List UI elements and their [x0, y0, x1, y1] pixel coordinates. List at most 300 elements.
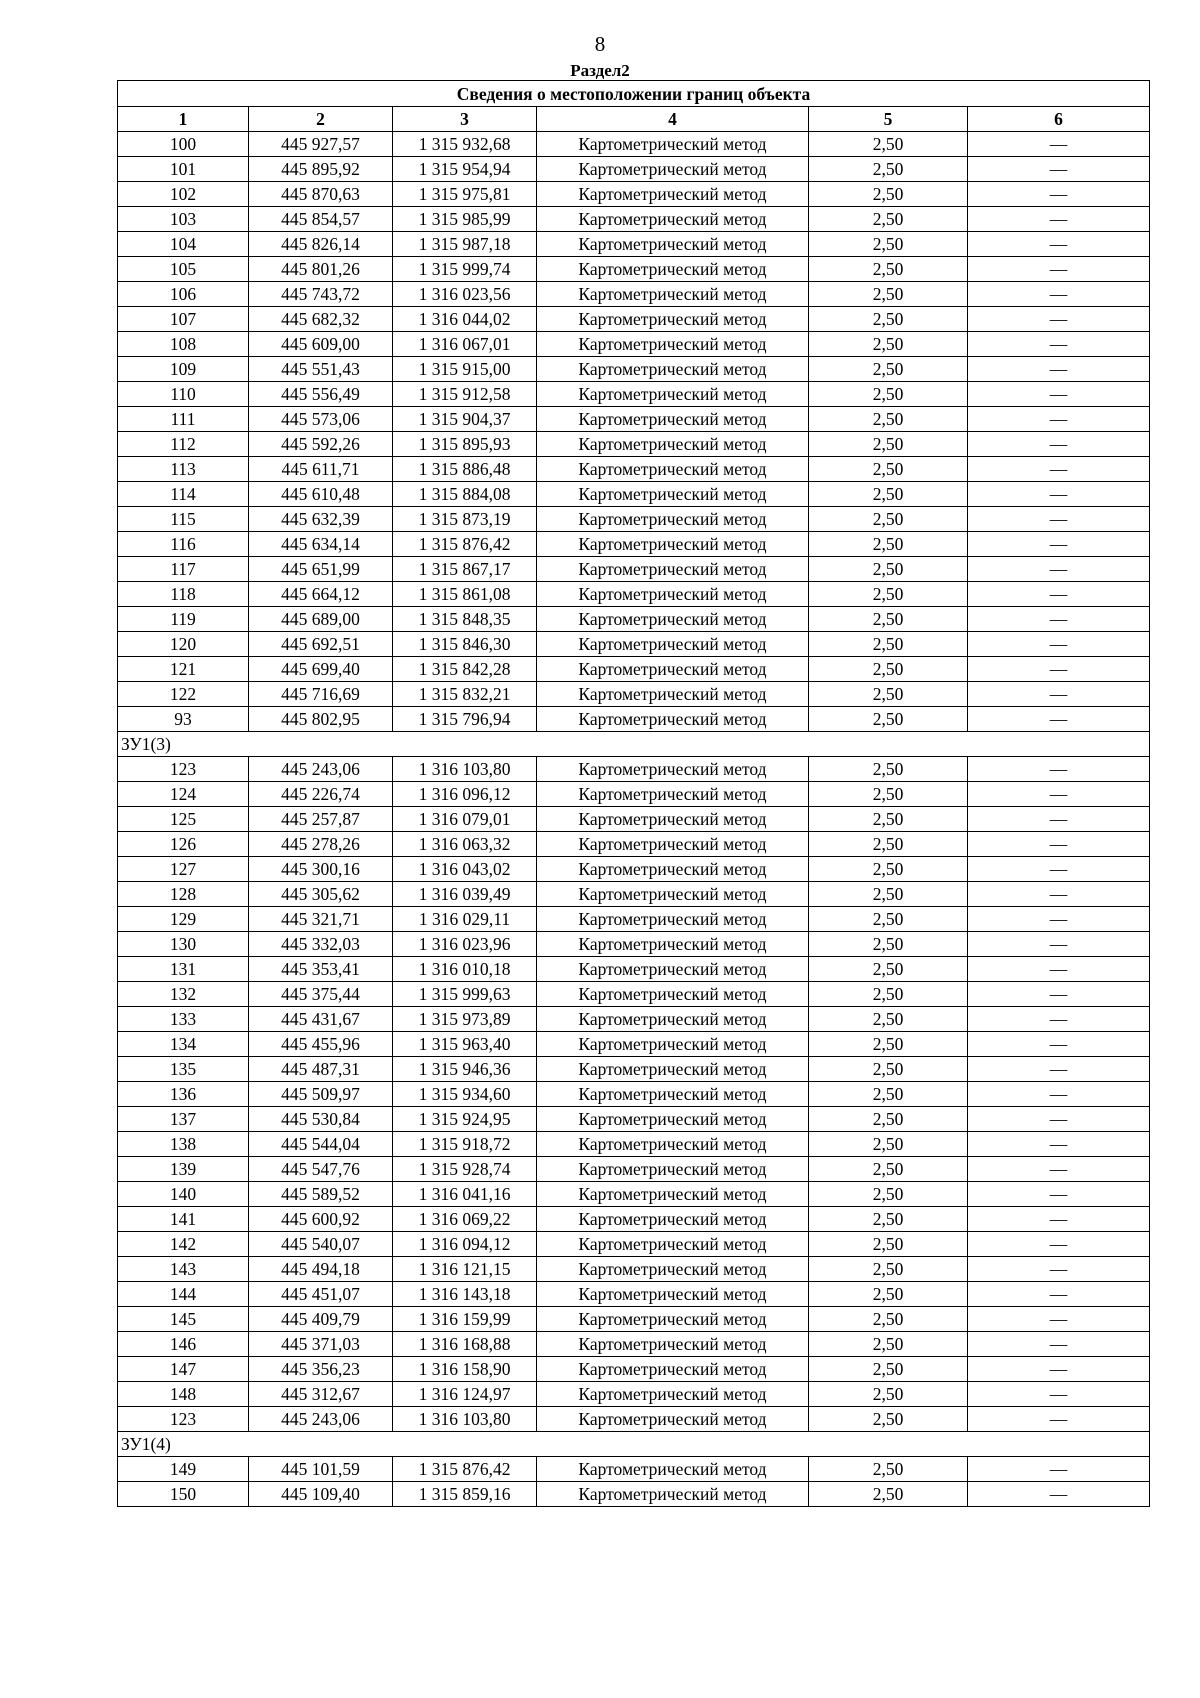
table-cell: 1 315 963,40 [393, 1032, 537, 1057]
table-cell: 120 [118, 632, 249, 657]
table-cell: 1 316 103,80 [393, 757, 537, 782]
boundary-coordinates-table [117, 80, 1150, 1507]
table-cell: 1 315 842,28 [393, 657, 537, 682]
table-row [118, 257, 1150, 282]
table-cell: 445 257,87 [249, 807, 393, 832]
table-cell: 104 [118, 232, 249, 257]
table-cell: 1 316 094,12 [393, 1232, 537, 1257]
table-cell: 2,50 [809, 282, 968, 307]
table-cell: 1 315 934,60 [393, 1082, 537, 1107]
table-cell: 2,50 [809, 532, 968, 557]
table-cell: 1 315 832,21 [393, 682, 537, 707]
table-cell: 148 [118, 1382, 249, 1407]
table-cell: 445 551,43 [249, 357, 393, 382]
table-cell: — [968, 282, 1150, 307]
group-label-row [118, 732, 1150, 757]
table-cell: 2,50 [809, 432, 968, 457]
table-cell: 2,50 [809, 832, 968, 857]
table-cell: 1 316 079,01 [393, 807, 537, 832]
table-row [118, 432, 1150, 457]
table-cell: 1 316 158,90 [393, 1357, 537, 1382]
table-cell: 2,50 [809, 1082, 968, 1107]
table-cell: Картометрический метод [537, 1007, 809, 1032]
table-cell: 445 312,67 [249, 1382, 393, 1407]
table-cell: 1 315 895,93 [393, 432, 537, 457]
table-cell: 135 [118, 1057, 249, 1082]
table-cell: 2,50 [809, 782, 968, 807]
table-cell: — [968, 782, 1150, 807]
table-cell: 131 [118, 957, 249, 982]
table-cell: 1 315 904,37 [393, 407, 537, 432]
table-cell: — [968, 907, 1150, 932]
table-row [118, 882, 1150, 907]
table-cell: 445 682,32 [249, 307, 393, 332]
table-cell: — [968, 1457, 1150, 1482]
table-row [118, 1032, 1150, 1057]
table-cell: — [968, 757, 1150, 782]
table-row [118, 1132, 1150, 1157]
table-cell: — [968, 1157, 1150, 1182]
table-cell: 2,50 [809, 1057, 968, 1082]
table-row [118, 857, 1150, 882]
table-cell: 445 854,57 [249, 207, 393, 232]
table-cell: 445 547,76 [249, 1157, 393, 1182]
table-cell: 128 [118, 882, 249, 907]
table-cell: 123 [118, 757, 249, 782]
table-cell: 106 [118, 282, 249, 307]
table-cell: — [968, 1057, 1150, 1082]
table-cell: 2,50 [809, 407, 968, 432]
table-cell: Картометрический метод [537, 1332, 809, 1357]
table-cell: Картометрический метод [537, 882, 809, 907]
table-cell: 1 315 973,89 [393, 1007, 537, 1032]
table-cell: Картометрический метод [537, 1457, 809, 1482]
table-cell: — [968, 557, 1150, 582]
table-cell: 2,50 [809, 632, 968, 657]
table-row [118, 1457, 1150, 1482]
table-cell: 2,50 [809, 1382, 968, 1407]
table-cell: 2,50 [809, 1482, 968, 1507]
table-cell: — [968, 657, 1150, 682]
table-cell: Картометрический метод [537, 982, 809, 1007]
table-row [118, 532, 1150, 557]
table-cell: 1 315 946,36 [393, 1057, 537, 1082]
table-cell: 142 [118, 1232, 249, 1257]
table-cell: Картометрический метод [537, 1232, 809, 1257]
table-cell: Картометрический метод [537, 457, 809, 482]
table-cell: 2,50 [809, 807, 968, 832]
table-cell: 2,50 [809, 932, 968, 957]
table-cell: 1 315 918,72 [393, 1132, 537, 1157]
table-cell: Картометрический метод [537, 1282, 809, 1307]
table-cell: 445 573,06 [249, 407, 393, 432]
table-cell: 445 455,96 [249, 1032, 393, 1057]
table-cell: 1 315 954,94 [393, 157, 537, 182]
table-cell: — [968, 1082, 1150, 1107]
table-row [118, 407, 1150, 432]
table-cell: 1 315 932,68 [393, 132, 537, 157]
table-cell: 2,50 [809, 907, 968, 932]
table-row [118, 607, 1150, 632]
table-cell: — [968, 1282, 1150, 1307]
table-cell: Картометрический метод [537, 207, 809, 232]
table-cell: 445 226,74 [249, 782, 393, 807]
table-cell: Картометрический метод [537, 182, 809, 207]
table-cell: 2,50 [809, 257, 968, 282]
table-cell: 2,50 [809, 557, 968, 582]
table-cell: 109 [118, 357, 249, 382]
table-cell: Картометрический метод [537, 282, 809, 307]
table-cell: Картометрический метод [537, 607, 809, 632]
table-cell: 1 315 987,18 [393, 232, 537, 257]
table-cell: 445 826,14 [249, 232, 393, 257]
table-cell: 445 610,48 [249, 482, 393, 507]
table-cell: 2,50 [809, 657, 968, 682]
table-cell: Картометрический метод [537, 757, 809, 782]
table-cell: 1 315 884,08 [393, 482, 537, 507]
table-cell: Картометрический метод [537, 332, 809, 357]
table-cell: 445 632,39 [249, 507, 393, 532]
table-cell: 111 [118, 407, 249, 432]
table-cell: Картометрический метод [537, 1107, 809, 1132]
table-cell: Картометрический метод [537, 907, 809, 932]
table-cell: 1 316 029,11 [393, 907, 537, 932]
table-cell: — [968, 457, 1150, 482]
table-cell: 2,50 [809, 307, 968, 332]
table-cell: 125 [118, 807, 249, 832]
table-row [118, 682, 1150, 707]
table-cell: Картометрический метод [537, 1482, 809, 1507]
table-cell: 1 316 096,12 [393, 782, 537, 807]
table-cell: 126 [118, 832, 249, 857]
table-row [118, 707, 1150, 732]
table-cell: 1 315 846,30 [393, 632, 537, 657]
table-cell: 2,50 [809, 507, 968, 532]
table-cell: 1 315 873,19 [393, 507, 537, 532]
table-cell: Картометрический метод [537, 857, 809, 882]
table-row [118, 307, 1150, 332]
group-label: ЗУ1(3) [118, 732, 1150, 757]
table-cell: — [968, 957, 1150, 982]
table-cell: 143 [118, 1257, 249, 1282]
table-cell: 1 315 924,95 [393, 1107, 537, 1132]
table-cell: Картометрический метод [537, 507, 809, 532]
table-cell: Картометрический метод [537, 1132, 809, 1157]
table-cell: — [968, 482, 1150, 507]
column-number: 6 [968, 107, 1150, 132]
table-row [118, 1282, 1150, 1307]
table-row [118, 1157, 1150, 1182]
table-cell: 2,50 [809, 332, 968, 357]
table-cell: 445 494,18 [249, 1257, 393, 1282]
table-cell: Картометрический метод [537, 1057, 809, 1082]
table-cell: 103 [118, 207, 249, 232]
table-row [118, 457, 1150, 482]
table-row [118, 157, 1150, 182]
table-cell: Картометрический метод [537, 357, 809, 382]
table-cell: Картометрический метод [537, 307, 809, 332]
table-cell: — [968, 1332, 1150, 1357]
table-cell: 144 [118, 1282, 249, 1307]
table-cell: 101 [118, 157, 249, 182]
table-cell: 445 743,72 [249, 282, 393, 307]
table-cell: 445 321,71 [249, 907, 393, 932]
table-cell: 2,50 [809, 207, 968, 232]
table-caption: Сведения о местоположении границ объекта [118, 81, 1150, 107]
table-cell: 1 315 928,74 [393, 1157, 537, 1182]
table-cell: — [968, 357, 1150, 382]
table-cell: 2,50 [809, 1457, 968, 1482]
table-cell: 147 [118, 1357, 249, 1382]
table-cell: 129 [118, 907, 249, 932]
table-cell: Картометрический метод [537, 257, 809, 282]
table-row [118, 1057, 1150, 1082]
table-cell: 2,50 [809, 582, 968, 607]
table-row [118, 482, 1150, 507]
table-cell: 150 [118, 1482, 249, 1507]
table-cell: 130 [118, 932, 249, 957]
table-row [118, 582, 1150, 607]
column-number: 1 [118, 107, 249, 132]
table-row [118, 782, 1150, 807]
table-cell: 108 [118, 332, 249, 357]
table-cell: Картометрический метод [537, 1307, 809, 1332]
table-cell: 2,50 [809, 1182, 968, 1207]
table-cell: — [968, 257, 1150, 282]
table-cell: 122 [118, 682, 249, 707]
table-cell: 110 [118, 382, 249, 407]
table-cell: — [968, 232, 1150, 257]
table-cell: 445 530,84 [249, 1107, 393, 1132]
table-cell: 1 316 041,16 [393, 1182, 537, 1207]
table-cell: 2,50 [809, 357, 968, 382]
table-row [118, 332, 1150, 357]
table-cell: 445 109,40 [249, 1482, 393, 1507]
table-cell: 117 [118, 557, 249, 582]
table-cell: 445 540,07 [249, 1232, 393, 1257]
table-cell: 2,50 [809, 1132, 968, 1157]
table-cell: 445 305,62 [249, 882, 393, 907]
table-cell: Картометрический метод [537, 232, 809, 257]
table-cell: Картометрический метод [537, 682, 809, 707]
table-cell: — [968, 1307, 1150, 1332]
table-cell: — [968, 632, 1150, 657]
table-cell: 445 801,26 [249, 257, 393, 282]
table-cell: Картометрический метод [537, 932, 809, 957]
table-cell: 1 315 999,74 [393, 257, 537, 282]
table-cell: 2,50 [809, 1307, 968, 1332]
table-cell: — [968, 407, 1150, 432]
table-row [118, 1232, 1150, 1257]
table-cell: — [968, 182, 1150, 207]
table-cell: Картометрический метод [537, 1082, 809, 1107]
table-cell: 445 101,59 [249, 1457, 393, 1482]
table-cell: 141 [118, 1207, 249, 1232]
table-cell: 1 316 039,49 [393, 882, 537, 907]
table-cell: 445 243,06 [249, 1407, 393, 1432]
column-number: 5 [809, 107, 968, 132]
table-row [118, 1107, 1150, 1132]
table-row [118, 232, 1150, 257]
column-number: 2 [249, 107, 393, 132]
table-cell: — [968, 857, 1150, 882]
table-cell: 1 315 876,42 [393, 1457, 537, 1482]
table-cell: 2,50 [809, 1357, 968, 1382]
table-cell: 100 [118, 132, 249, 157]
table-row [118, 632, 1150, 657]
table-cell: 2,50 [809, 1107, 968, 1132]
table-cell: 114 [118, 482, 249, 507]
table-cell: — [968, 882, 1150, 907]
table-row [118, 757, 1150, 782]
table-cell: — [968, 1007, 1150, 1032]
table-cell: 445 589,52 [249, 1182, 393, 1207]
column-number-row [118, 107, 1150, 132]
table-cell: 2,50 [809, 1157, 968, 1182]
table-cell: 1 315 859,16 [393, 1482, 537, 1507]
table-cell: 2,50 [809, 1007, 968, 1032]
table-row [118, 1357, 1150, 1382]
table-row [118, 1332, 1150, 1357]
table-row [118, 1007, 1150, 1032]
page-number: 8 [594, 32, 606, 56]
table-cell: 1 316 124,97 [393, 1382, 537, 1407]
table-cell: 133 [118, 1007, 249, 1032]
table-cell: 2,50 [809, 232, 968, 257]
table-cell: 2,50 [809, 132, 968, 157]
table-caption-row [118, 81, 1150, 107]
table-cell: 445 592,26 [249, 432, 393, 457]
table-cell: 2,50 [809, 607, 968, 632]
table-cell: 2,50 [809, 1407, 968, 1432]
table-cell: 1 315 975,81 [393, 182, 537, 207]
table-cell: 445 487,31 [249, 1057, 393, 1082]
table-cell: — [968, 832, 1150, 857]
table-cell: — [968, 932, 1150, 957]
table-cell: 145 [118, 1307, 249, 1332]
table-cell: 2,50 [809, 957, 968, 982]
table-row [118, 132, 1150, 157]
table-cell: 1 315 867,17 [393, 557, 537, 582]
table-cell: 445 353,41 [249, 957, 393, 982]
table-row [118, 832, 1150, 857]
table-cell: 445 664,12 [249, 582, 393, 607]
table-cell: Картометрический метод [537, 707, 809, 732]
table-cell: 2,50 [809, 1282, 968, 1307]
table-cell: 1 316 010,18 [393, 957, 537, 982]
table-cell: Картометрический метод [537, 1382, 809, 1407]
table-cell: — [968, 432, 1150, 457]
table-row [118, 207, 1150, 232]
table-body [118, 132, 1150, 1507]
table-cell: 445 332,03 [249, 932, 393, 957]
table-row [118, 507, 1150, 532]
table-cell: 102 [118, 182, 249, 207]
table-cell: 445 651,99 [249, 557, 393, 582]
table-cell: 445 634,14 [249, 532, 393, 557]
table-cell: Картометрический метод [537, 382, 809, 407]
table-cell: Картометрический метод [537, 582, 809, 607]
table-cell: Картометрический метод [537, 632, 809, 657]
table-cell: Картометрический метод [537, 432, 809, 457]
table-cell: 1 315 861,08 [393, 582, 537, 607]
table-cell: 445 409,79 [249, 1307, 393, 1332]
table-cell: 2,50 [809, 457, 968, 482]
table-cell: Картометрический метод [537, 1182, 809, 1207]
table-cell: 2,50 [809, 682, 968, 707]
table-cell: 137 [118, 1107, 249, 1132]
table-cell: 445 716,69 [249, 682, 393, 707]
table-cell: 2,50 [809, 1332, 968, 1357]
table-row [118, 1382, 1150, 1407]
table-row [118, 282, 1150, 307]
table-cell: 132 [118, 982, 249, 1007]
table-cell: 2,50 [809, 882, 968, 907]
table-cell: — [968, 807, 1150, 832]
table-cell: 445 278,26 [249, 832, 393, 857]
table-cell: 1 316 063,32 [393, 832, 537, 857]
table-cell: 118 [118, 582, 249, 607]
table-cell: 2,50 [809, 1207, 968, 1232]
table-row [118, 357, 1150, 382]
table-cell: 139 [118, 1157, 249, 1182]
table-cell: — [968, 1257, 1150, 1282]
section-title: Раздел2 [570, 61, 630, 80]
table-cell: 445 927,57 [249, 132, 393, 157]
table-cell: 445 556,49 [249, 382, 393, 407]
table-row [118, 182, 1150, 207]
table-cell: — [968, 1482, 1150, 1507]
table-cell: Картометрический метод [537, 407, 809, 432]
table-cell: Картометрический метод [537, 482, 809, 507]
table-cell: Картометрический метод [537, 1357, 809, 1382]
table-row [118, 1407, 1150, 1432]
table-cell: 1 316 023,56 [393, 282, 537, 307]
table-cell: 2,50 [809, 1257, 968, 1282]
group-label-row [118, 1432, 1150, 1457]
table-cell: — [968, 1232, 1150, 1257]
table-cell: 1 316 067,01 [393, 332, 537, 357]
table-cell: Картометрический метод [537, 1407, 809, 1432]
table-cell: — [968, 1182, 1150, 1207]
table-cell: 445 544,04 [249, 1132, 393, 1157]
table-cell: — [968, 382, 1150, 407]
table-row [118, 1207, 1150, 1232]
table-cell: 1 316 103,80 [393, 1407, 537, 1432]
table-cell: — [968, 332, 1150, 357]
table-cell: 112 [118, 432, 249, 457]
table-cell: 445 870,63 [249, 182, 393, 207]
table-row [118, 382, 1150, 407]
table-cell: 445 509,97 [249, 1082, 393, 1107]
table-cell: 1 315 876,42 [393, 532, 537, 557]
table-cell: 140 [118, 1182, 249, 1207]
table-cell: 105 [118, 257, 249, 282]
table-cell: 127 [118, 857, 249, 882]
table-cell: 445 300,16 [249, 857, 393, 882]
table-cell: 445 600,92 [249, 1207, 393, 1232]
table-cell: 146 [118, 1332, 249, 1357]
table-cell: 2,50 [809, 482, 968, 507]
table-cell: — [968, 157, 1150, 182]
table-cell: 1 315 796,94 [393, 707, 537, 732]
table-row [118, 957, 1150, 982]
table-cell: 2,50 [809, 857, 968, 882]
table-cell: — [968, 1207, 1150, 1232]
table-cell: 1 315 915,00 [393, 357, 537, 382]
table-cell: 116 [118, 532, 249, 557]
table-cell: 1 315 912,58 [393, 382, 537, 407]
